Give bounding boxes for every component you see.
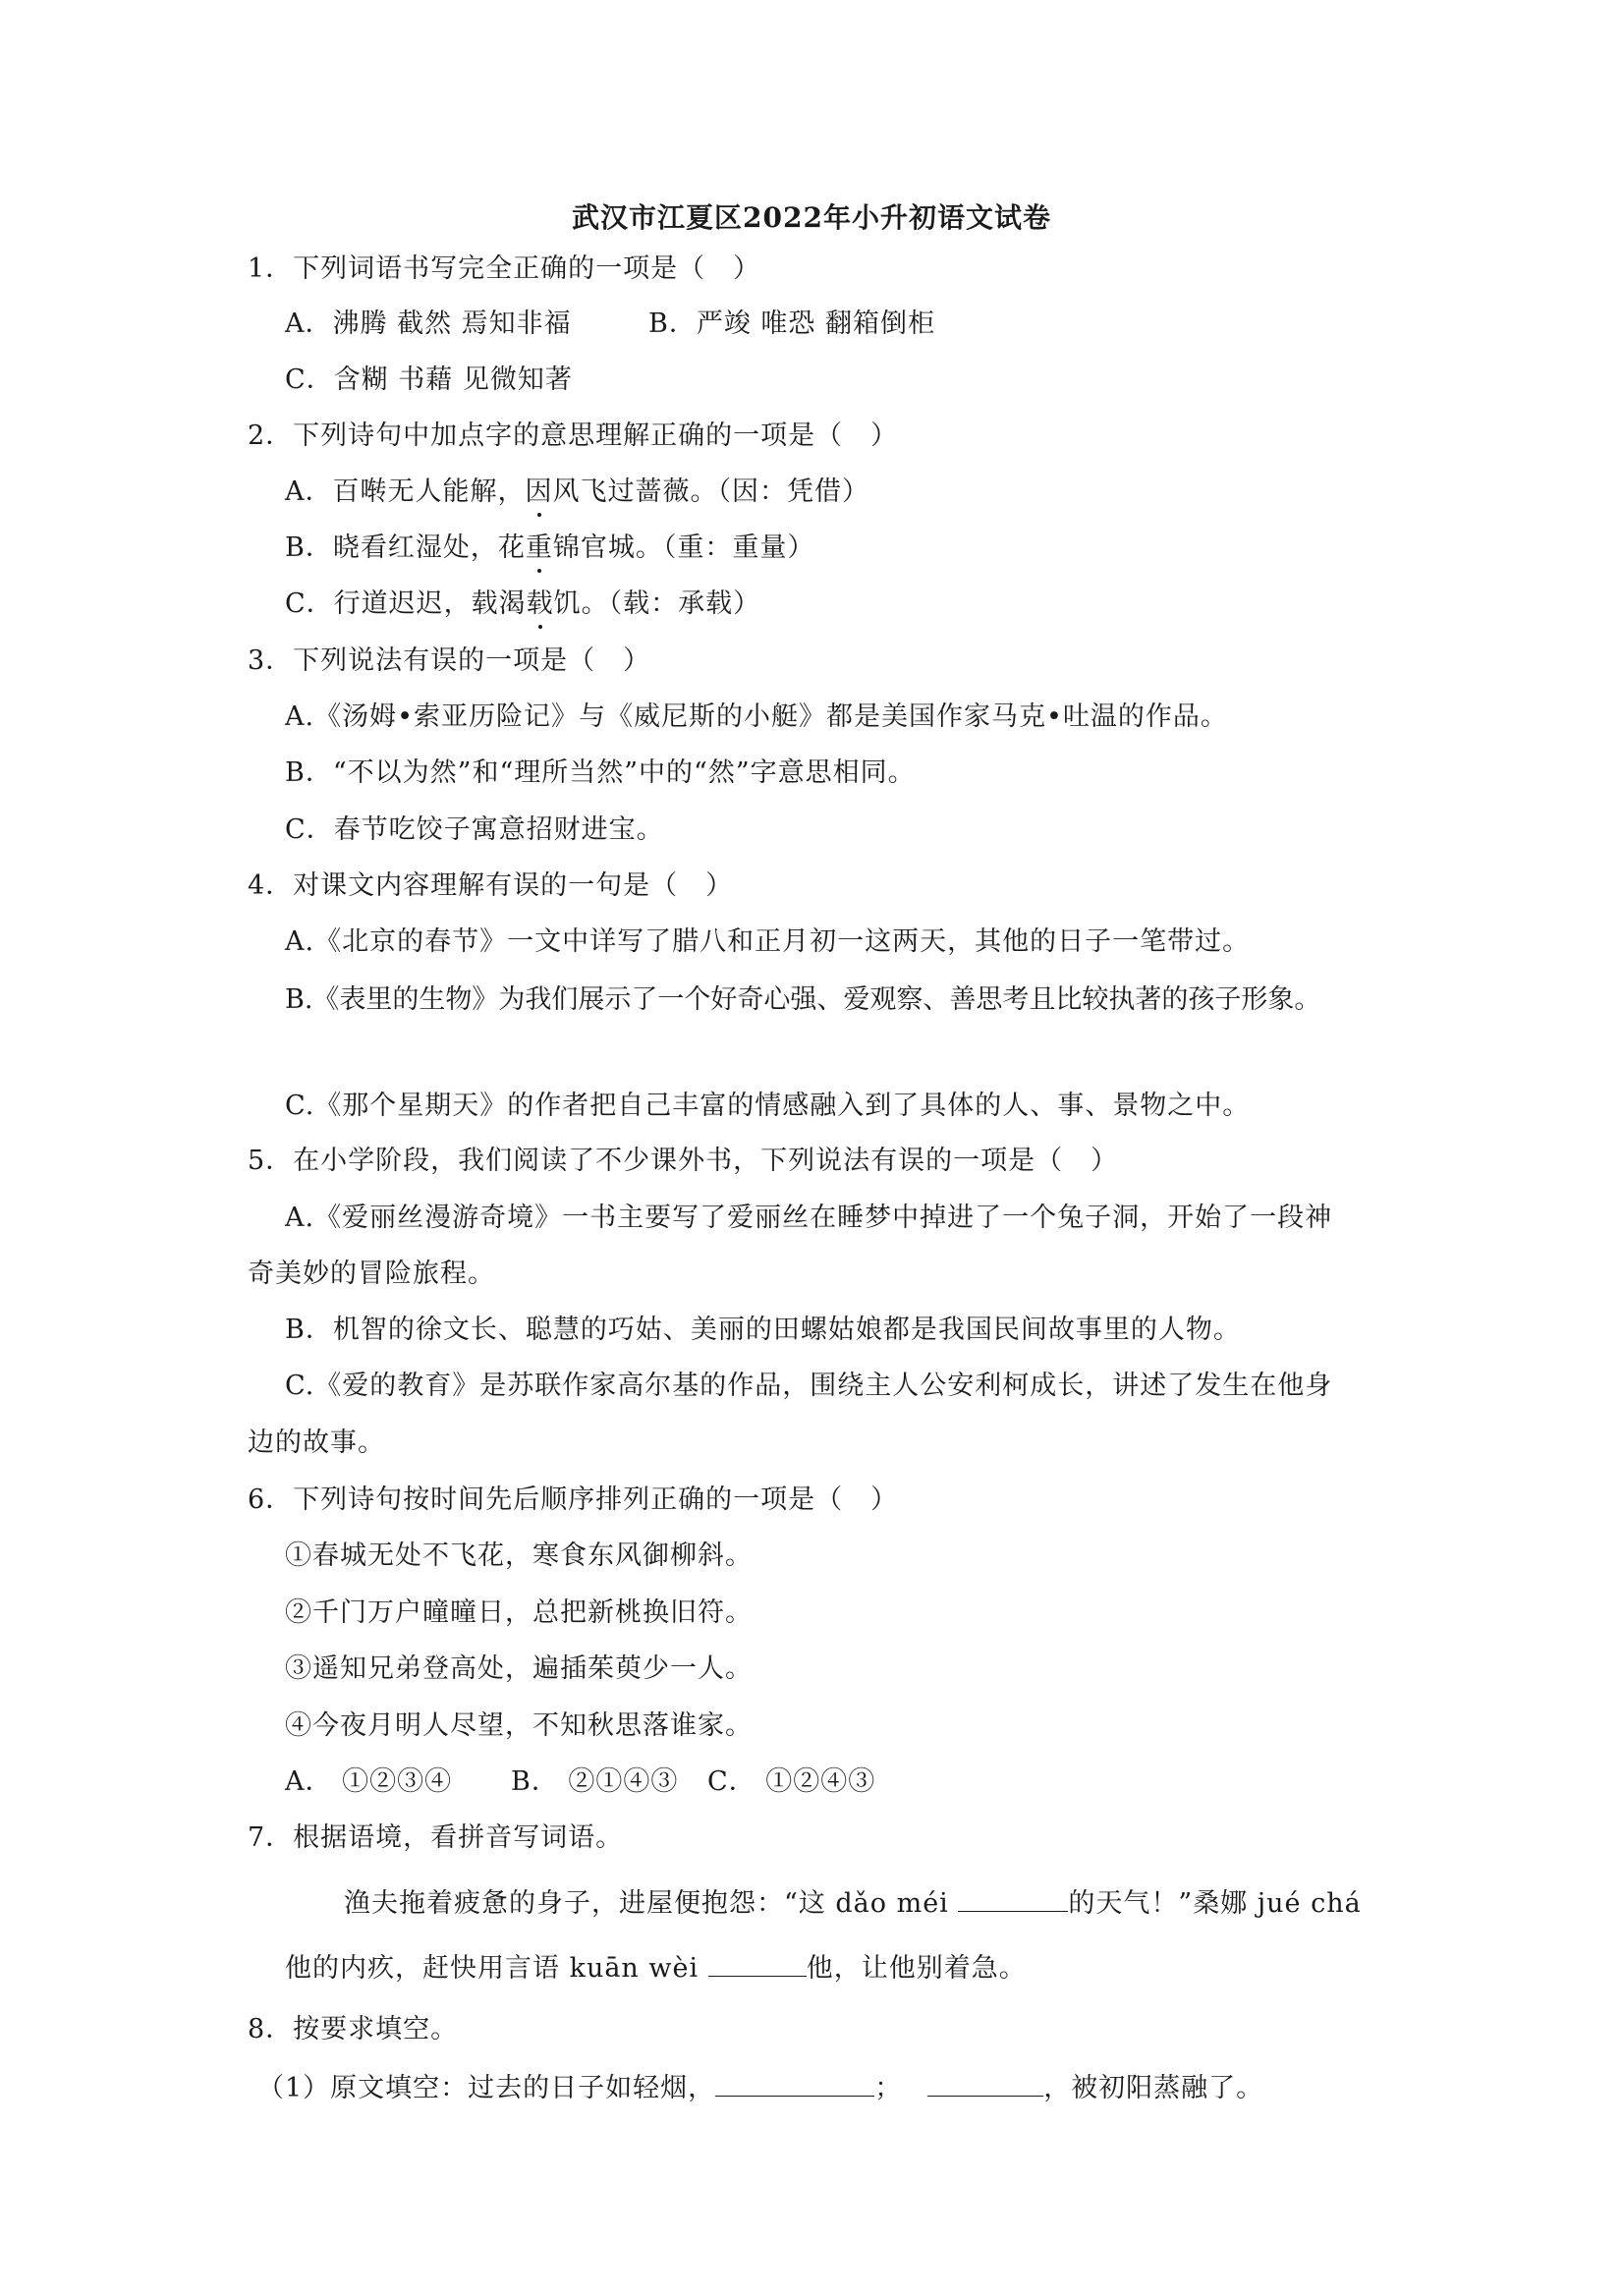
question-8-sub-1: [257, 2073, 1263, 2104]
question-5-stem: 5．在小学阶段，我们阅读了不少课外书，下列说法有误的一项是（ ）: [248, 1146, 1119, 1176]
question-3-option-c: C．春节吃饺子寓意招财进宝。: [285, 814, 664, 845]
question-1-option-a: A．沸腾 截然 焉知非福: [285, 308, 572, 339]
question-2-option-c: [285, 588, 760, 620]
question-2-option-c-pre: C．行道迟迟，载渴: [285, 588, 527, 619]
question-3-stem: 3．下列说法有误的一项是（ ）: [248, 645, 651, 676]
question-6-stem: 6．下列诗句按时间先后顺序排列正确的一项是（ ）: [248, 1484, 899, 1515]
question-2-option-a: [285, 476, 869, 508]
answer-blank-2[interactable]: [927, 2095, 1043, 2097]
question-4-option-a: A.《北京的春节》一文中详写了腊八和正月初一这两天，其他的日子一笔带过。: [285, 926, 1251, 957]
question-2-option-a-post: 风飞过蔷薇。（因：凭借）: [552, 476, 869, 507]
question-2-option-c-post: 饥。（载：承载）: [553, 588, 761, 619]
question-7-stem: 7．根据语境，看拼音写词语。: [248, 1822, 624, 1853]
passage-1-pre: 渔夫拖着疲惫的身子，进屋便抱怨：“这 dǎo méi: [344, 1888, 959, 1919]
answer-blank-daomei[interactable]: [958, 1910, 1068, 1912]
question-5-option-b: B．机智的徐文长、聪慧的巧姑、美丽的田螺姑娘都是我国民间故事里的人物。: [285, 1315, 1241, 1345]
question-5-option-a-line-1: A.《爱丽丝漫游奇境》一书主要写了爱丽丝在睡梦中掉进了一个兔子洞，开始了一段神: [285, 1203, 1333, 1233]
question-5-option-c-line-1: C.《爱的教育》是苏联作家高尔基的作品，围绕主人公安利柯成长，讲述了发生在他身: [285, 1371, 1333, 1401]
question-5-option-a-line-2: 奇美妙的冒险旅程。: [248, 1259, 495, 1289]
question-7-passage-line-1: [344, 1888, 1362, 1920]
emphasis-dot-char-a: 因: [525, 476, 553, 507]
question-1-option-c: C．含糊 书藉 见微知著: [285, 364, 573, 395]
answer-blank-kuanwei[interactable]: [708, 1975, 807, 1977]
question-8-stem: 8．按要求填空。: [248, 2014, 459, 2044]
question-6-poem-line-1: ①春城无处不飞花，寒食东风御柳斜。: [285, 1540, 753, 1571]
question-6-poem-line-3: ③遥知兄弟登高处，遍插茱萸少一人。: [285, 1653, 753, 1684]
question-4-stem: 4．对课文内容理解有误的一句是（ ）: [248, 870, 734, 901]
passage-2-post: 他，让他别着急。: [806, 1953, 1027, 1984]
question-3-option-b: B．“不以为然”和“理所当然”中的“然”字意思相同。: [285, 757, 916, 788]
question-2-option-b-post: 锦官城。（重：重量）: [552, 532, 815, 563]
question-7-passage-line-2: [285, 1953, 1027, 1985]
passage-2-pre: 他的内疚，赶快用言语 kuān wèi: [285, 1953, 708, 1984]
question-4-option-b: B.《表里的生物》为我们展示了一个好奇心强、爱观察、善思考且比较执著的孩子形象。: [285, 984, 1321, 1015]
question-2-stem: 2．下列诗句中加点字的意思理解正确的一项是（ ）: [248, 420, 899, 451]
question-2-option-b-pre: B．晓看红湿处，花: [285, 532, 526, 563]
question-2-option-b: [285, 532, 814, 564]
question-6-poem-line-4: ④今夜月明人尽望，不知秋思落谁家。: [285, 1710, 753, 1741]
question-3-option-a: A.《汤姆•索亚历险记》与《威尼斯的小艇》都是美国作家马克•吐温的作品。: [285, 701, 1228, 732]
question-5-option-c-line-2: 边的故事。: [248, 1428, 385, 1458]
question-2-option-a-pre: A．百啭无人能解，: [285, 476, 526, 507]
emphasis-dot-char-b: 重: [525, 532, 553, 563]
question-6-option-b: B． ②①④③: [511, 1766, 679, 1797]
question-6-option-c: C． ①②④③: [707, 1766, 876, 1797]
passage-1-mid: 的天气！”桑娜 jué chá: [1068, 1888, 1362, 1919]
question-1-option-b: B．严竣 唯恐 翻箱倒柜: [648, 308, 936, 339]
sub-1-sep: ；: [874, 2073, 903, 2103]
question-6-poem-line-2: ②千门万户曈曈日，总把新桃换旧符。: [285, 1597, 753, 1628]
question-6-option-a: A． ①②③④: [285, 1766, 453, 1797]
emphasis-dot-char-c: 载: [526, 588, 554, 619]
answer-blank-1[interactable]: [715, 2095, 874, 2097]
sub-1-post: ，被初阳蒸融了。: [1043, 2073, 1264, 2103]
question-1-stem: 1．下列词语书写完全正确的一项是（ ）: [248, 253, 761, 284]
exam-title: 武汉市江夏区2022年小升初语文试卷: [572, 201, 1051, 234]
question-4-option-c: C.《那个星期天》的作者把自己丰富的情感融入到了具体的人、事、景物之中。: [285, 1091, 1251, 1121]
sub-1-pre: （1）原文填空：过去的日子如轻烟，: [257, 2073, 716, 2103]
